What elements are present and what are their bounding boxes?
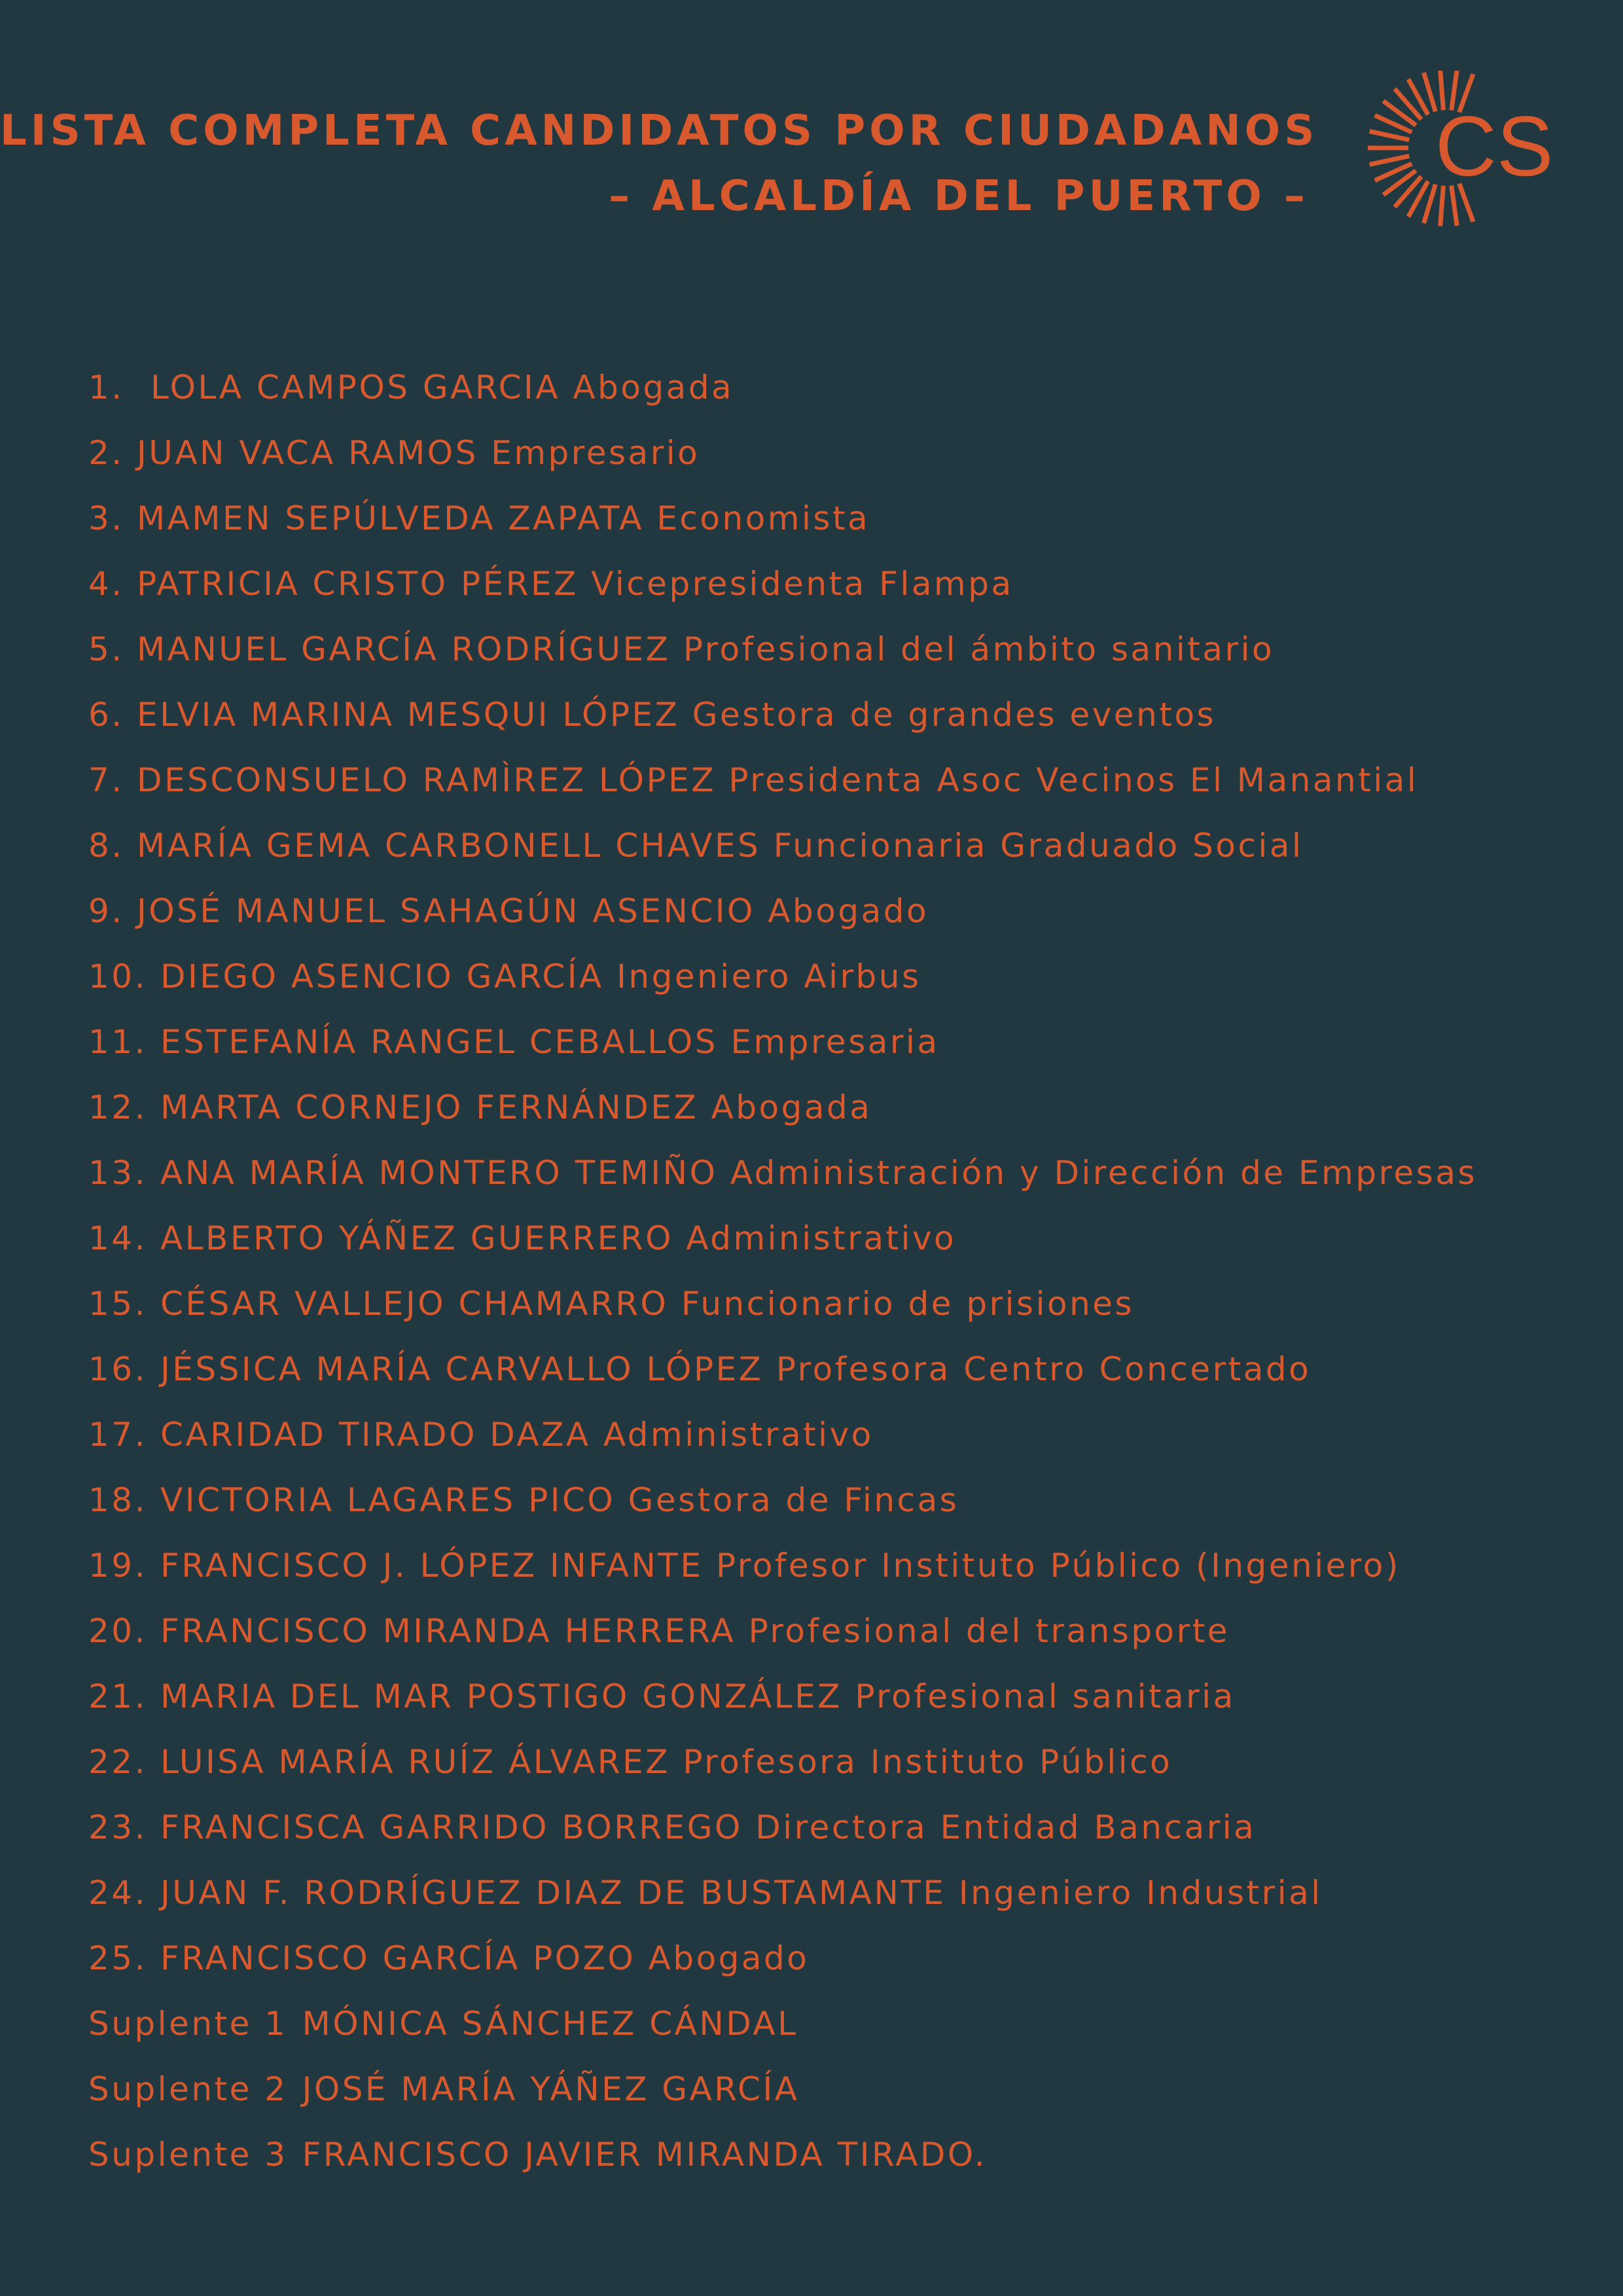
candidate-number: 1. [88,368,124,406]
candidate-number: 22. [88,1743,148,1781]
candidate-row [88,1075,1594,1140]
candidate-name: DESCONSUELO RAMÌREZ LÓPEZ [137,761,716,799]
candidate-name: JUAN F. RODRÍGUEZ DIAZ DE BUSTAMANTE [160,1874,946,1912]
candidate-role: Presidenta Asoc Vecinos El Manantial [728,761,1419,799]
candidate-number: 24. [88,1874,148,1912]
candidate-name: ALBERTO YÁÑEZ GUERRERO [160,1219,673,1257]
candidate-row [88,1729,1594,1795]
candidate-number: 8. [88,827,124,865]
candidate-role: Abogada [711,1088,872,1126]
candidate-role: Profesional del ámbito sanitario [683,630,1275,668]
candidate-row [88,355,1594,420]
substitute-name: MÓNICA SÁNCHEZ CÁNDAL [302,2005,798,2043]
candidate-row [88,1533,1594,1598]
candidate-name: JUAN VACA RAMOS [137,434,478,472]
candidate-name: FRANCISCO J. LÓPEZ INFANTE [160,1547,704,1585]
candidate-row [88,551,1594,617]
candidate-role: Profesional sanitaria [855,1677,1236,1715]
candidate-name: MARÍA GEMA CARBONELL CHAVES [137,827,761,865]
candidate-role: Gestora de Fincas [628,1481,959,1519]
substitute-row [88,2122,1594,2187]
candidate-number: 11. [88,1023,148,1061]
candidate-name: MAMEN SEPÚLVEDA ZAPATA [137,499,644,537]
candidate-row [88,878,1594,944]
candidate-number: 17. [88,1416,148,1454]
substitute-name: JOSÉ MARÍA YÁÑEZ GARCÍA [302,2070,800,2108]
candidate-number: 6. [88,696,124,734]
candidate-name: FRANCISCO MIRANDA HERRERA [160,1612,736,1650]
candidate-row [88,682,1594,747]
substitute-label: Suplente 3 [88,2136,288,2174]
candidate-row [88,1402,1594,1467]
substitute-row [88,1991,1594,2056]
candidate-role: Economista [656,499,870,537]
candidate-name: FRANCISCO GARCÍA POZO [160,1939,636,1977]
candidate-name: FRANCISCA GARRIDO BORREGO [160,1808,743,1846]
candidate-row [88,1140,1594,1206]
candidate-role: Profesor Instituto Público (Ingeniero) [715,1547,1400,1585]
candidate-name: PATRICIA CRISTO PÉREZ [137,565,579,603]
candidate-list [88,355,1594,2187]
candidate-role: Administrativo [603,1416,874,1454]
candidate-name: JOSÉ MANUEL SAHAGÚN ASENCIO [137,892,755,930]
substitute-row [88,2056,1594,2122]
candidate-role: Administración y Dirección de Empresas [730,1154,1478,1192]
candidate-number: 14. [88,1219,148,1257]
candidate-row [88,617,1594,682]
candidate-number: 15. [88,1285,148,1323]
candidate-name: MARTA CORNEJO FERNÁNDEZ [160,1088,699,1126]
candidate-role: Vicepresidenta Flampa [591,565,1014,603]
candidate-role: Profesional del transporte [748,1612,1230,1650]
candidate-number: 7. [88,761,124,799]
candidate-number: 3. [88,499,124,537]
candidate-role: Empresaria [730,1023,940,1061]
candidate-role: Abogada [573,368,734,406]
candidate-name: LOLA CAMPOS GARCIA [151,368,560,406]
candidate-row [88,1009,1594,1075]
candidate-row [88,1336,1594,1402]
title-line-2: – ALCALDÍA DEL PUERTO – [609,172,1309,221]
candidate-row [88,1598,1594,1664]
candidate-role: Gestora de grandes eventos [692,696,1217,734]
candidate-row [88,1271,1594,1336]
candidate-role: Ingeniero Industrial [958,1874,1323,1912]
candidate-row [88,1795,1594,1860]
candidate-number: 12. [88,1088,148,1126]
ciudadanos-logo [1338,71,1564,228]
page-header [0,98,1319,229]
candidate-name: JÉSSICA MARÍA CARVALLO LÓPEZ [160,1350,764,1388]
candidate-name: ELVIA MARINA MESQUI LÓPEZ [137,696,680,734]
candidate-number: 25. [88,1939,148,1977]
logo-text: CS [1435,98,1554,194]
candidate-row [88,1467,1594,1533]
candidate-row [88,1860,1594,1926]
logo-ray [1370,156,1410,164]
candidate-row [88,944,1594,1009]
candidate-role: Abogado [768,892,929,930]
candidate-name: VICTORIA LAGARES PICO [160,1481,616,1519]
candidate-row [88,813,1594,878]
candidate-name: CÉSAR VALLEJO CHAMARRO [160,1285,669,1323]
candidate-number: 4. [88,565,124,603]
substitute-label: Suplente 2 [88,2070,288,2108]
candidate-name: LUISA MARÍA RUÍZ ÁLVAREZ [160,1743,670,1781]
candidate-role: Profesora Instituto Público [683,1743,1173,1781]
candidate-row [88,1664,1594,1729]
candidate-role: Administrativo [686,1219,957,1257]
candidate-role: Empresario [491,434,700,472]
candidate-number: 13. [88,1154,148,1192]
candidate-name: MANUEL GARCÍA RODRÍGUEZ [137,630,671,668]
candidate-number: 5. [88,630,124,668]
candidate-number: 20. [88,1612,148,1650]
candidate-row [88,486,1594,551]
candidate-role: Funcionario de prisiones [681,1285,1135,1323]
candidate-row [88,1926,1594,1991]
substitute-name: FRANCISCO JAVIER MIRANDA TIRADO. [302,2136,988,2174]
candidate-role: Abogado [648,1939,810,1977]
candidate-number: 16. [88,1350,148,1388]
candidate-number: 10. [88,958,148,996]
logo-ray [1370,132,1410,140]
candidate-role: Directora Entidad Bancaria [755,1808,1257,1846]
candidate-row [88,1206,1594,1271]
candidate-row [88,747,1594,813]
candidate-row [88,420,1594,486]
substitute-label: Suplente 1 [88,2005,288,2043]
candidate-number: 9. [88,892,124,930]
candidate-name: CARIDAD TIRADO DAZA [160,1416,591,1454]
candidate-name: MARIA DEL MAR POSTIGO GONZÁLEZ [160,1677,842,1715]
candidate-name: ESTEFANÍA RANGEL CEBALLOS [160,1023,719,1061]
candidate-name: ANA MARÍA MONTERO TEMIÑO [160,1154,718,1192]
candidate-number: 2. [88,434,124,472]
candidate-role: Ingeniero Airbus [616,958,921,996]
candidate-role: Funcionaria Graduado Social [773,827,1304,865]
candidate-name: DIEGO ASENCIO GARCÍA [160,958,604,996]
candidate-number: 23. [88,1808,148,1846]
candidate-role: Profesora Centro Concertado [776,1350,1311,1388]
title-line-1: LISTA COMPLETA CANDIDATOS POR CIUDADANOS [0,107,1319,155]
candidate-number: 19. [88,1547,148,1585]
candidate-number: 18. [88,1481,148,1519]
candidate-number: 21. [88,1677,148,1715]
